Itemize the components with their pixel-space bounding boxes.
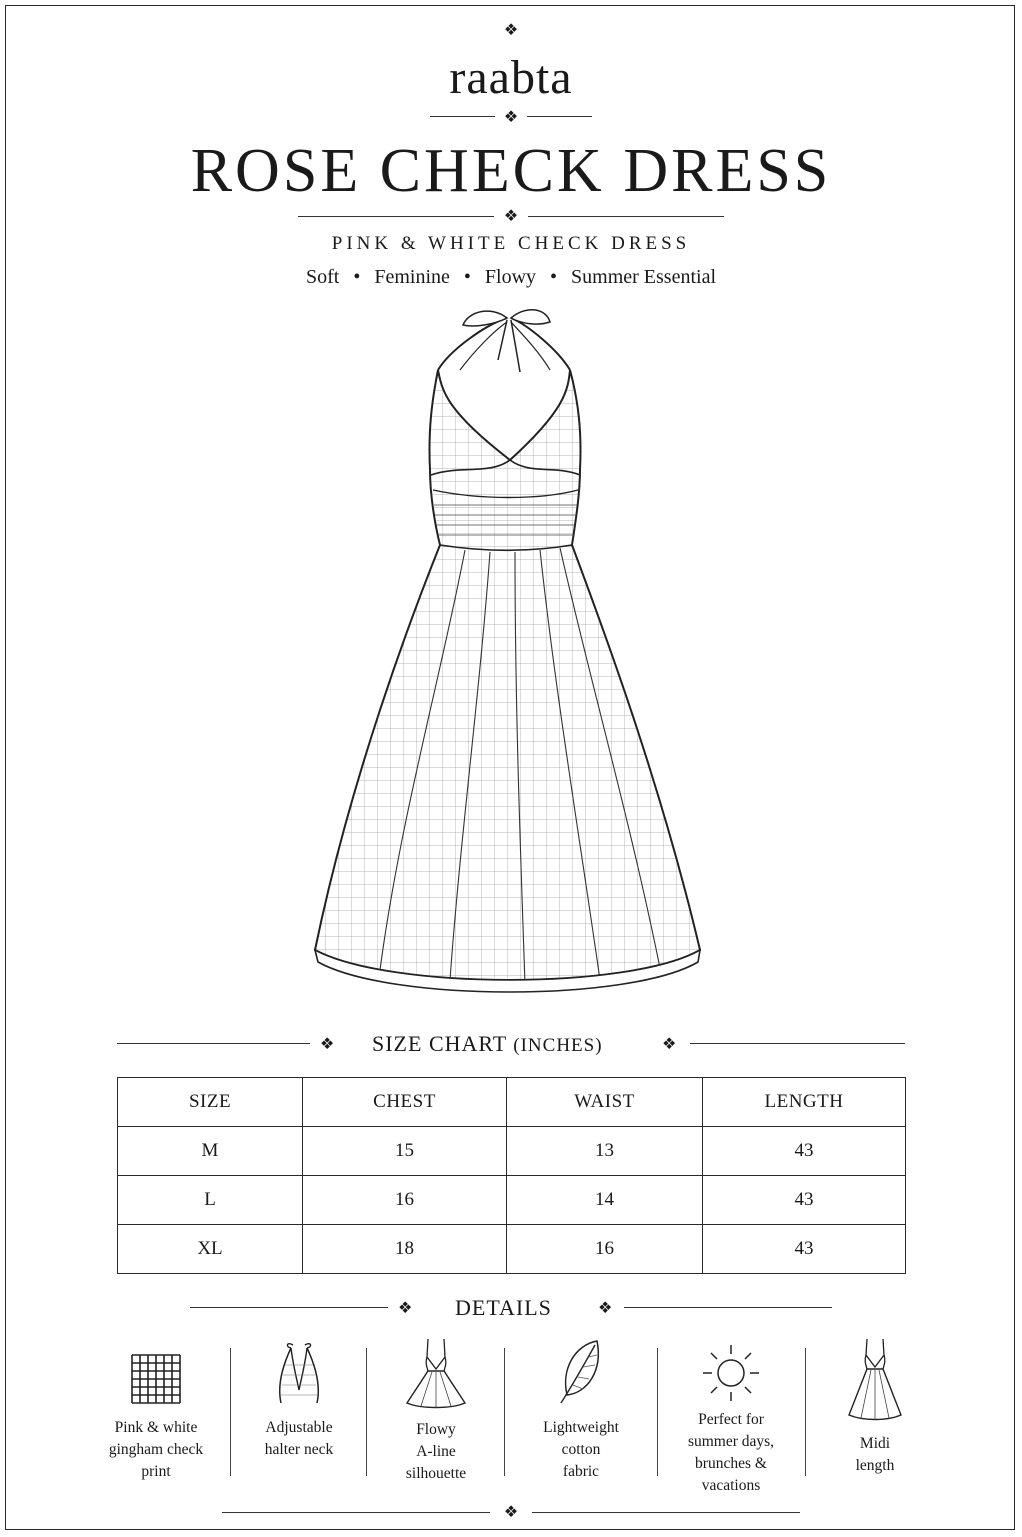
detail-label: Flowy A-line silhouette bbox=[405, 1421, 467, 1482]
sun-icon bbox=[699, 1341, 763, 1405]
size-chart-unit: (INCHES) bbox=[513, 1035, 603, 1056]
halter-neck-icon bbox=[269, 1335, 329, 1407]
table-cell: 43 bbox=[703, 1176, 906, 1225]
product-subtitle: PINK & WHITE CHECK DRESS bbox=[331, 233, 691, 254]
tag: Flowy bbox=[484, 266, 537, 288]
detail-label: Pink & white gingham check print bbox=[108, 1419, 204, 1480]
detail-label: Perfect for summer days, brunches & vacations bbox=[687, 1411, 775, 1494]
ornament-divider: ❖ bbox=[503, 107, 519, 126]
a-line-dress-icon bbox=[401, 1335, 471, 1411]
divider-line bbox=[117, 1043, 310, 1044]
ornament-divider: ❖ bbox=[503, 206, 519, 225]
table-cell: 43 bbox=[703, 1225, 906, 1274]
size-chart-heading bbox=[372, 1031, 603, 1059]
table-cell: M bbox=[118, 1127, 303, 1176]
column-header: LENGTH bbox=[703, 1078, 906, 1127]
ornament-top: ❖ bbox=[503, 20, 519, 39]
table-cell: 16 bbox=[507, 1225, 703, 1274]
detail-label: Lightweight cotton fabric bbox=[543, 1419, 619, 1480]
divider-line bbox=[690, 1043, 905, 1044]
size-chart-title: SIZE CHART bbox=[372, 1031, 507, 1056]
divider-line bbox=[624, 1307, 832, 1308]
size-chart-table bbox=[117, 1077, 906, 1274]
gingham-icon bbox=[126, 1349, 186, 1409]
table-row bbox=[118, 1225, 906, 1274]
product-title: ROSE CHECK DRESS bbox=[190, 137, 832, 205]
detail-item-summer bbox=[664, 1335, 798, 1494]
divider-line bbox=[527, 116, 592, 117]
divider-line bbox=[532, 1512, 800, 1513]
tag: Soft bbox=[305, 266, 340, 288]
column-header: CHEST bbox=[303, 1078, 507, 1127]
table-cell: 18 bbox=[303, 1225, 507, 1274]
brand-name: raabta bbox=[449, 51, 573, 104]
table-cell: 15 bbox=[303, 1127, 507, 1176]
detail-item-midi bbox=[815, 1335, 935, 1474]
tag-separator: • bbox=[353, 266, 361, 288]
detail-separator bbox=[805, 1348, 806, 1476]
detail-item-halter bbox=[240, 1335, 358, 1458]
column-header: SIZE bbox=[118, 1078, 303, 1127]
detail-item-gingham bbox=[96, 1335, 216, 1480]
dress-illustration bbox=[300, 300, 720, 1010]
detail-separator bbox=[504, 1348, 505, 1476]
detail-label: Adjustable halter neck bbox=[264, 1419, 334, 1458]
ornament: ❖ bbox=[598, 1298, 613, 1317]
product-tags bbox=[0, 265, 1022, 289]
detail-item-fabric bbox=[514, 1335, 648, 1480]
table-cell: XL bbox=[118, 1225, 303, 1274]
table-cell: 43 bbox=[703, 1127, 906, 1176]
table-cell: 16 bbox=[303, 1176, 507, 1225]
table-cell: L bbox=[118, 1176, 303, 1225]
detail-label: Midi length bbox=[855, 1435, 895, 1474]
tag: Feminine bbox=[374, 266, 450, 288]
detail-separator bbox=[657, 1348, 658, 1476]
ornament: ❖ bbox=[320, 1034, 335, 1053]
column-header: WAIST bbox=[507, 1078, 703, 1127]
feather-icon bbox=[551, 1335, 611, 1407]
table-row bbox=[118, 1127, 906, 1176]
table-row bbox=[118, 1176, 906, 1225]
table-header-row bbox=[118, 1078, 906, 1127]
divider-line bbox=[528, 216, 724, 217]
ornament-bottom: ❖ bbox=[503, 1502, 519, 1521]
ornament: ❖ bbox=[662, 1034, 677, 1053]
table-cell: 14 bbox=[507, 1176, 703, 1225]
tag-separator: • bbox=[463, 266, 471, 288]
tag: Summer Essential bbox=[571, 266, 717, 288]
details-heading: DETAILS bbox=[455, 1295, 552, 1320]
detail-item-a-line bbox=[374, 1335, 498, 1482]
detail-separator bbox=[230, 1348, 231, 1476]
detail-separator bbox=[366, 1348, 367, 1476]
divider-line bbox=[190, 1307, 388, 1308]
tag-separator: • bbox=[550, 266, 558, 288]
midi-dress-icon bbox=[843, 1335, 907, 1425]
ornament: ❖ bbox=[398, 1298, 413, 1317]
table-cell: 13 bbox=[507, 1127, 703, 1176]
